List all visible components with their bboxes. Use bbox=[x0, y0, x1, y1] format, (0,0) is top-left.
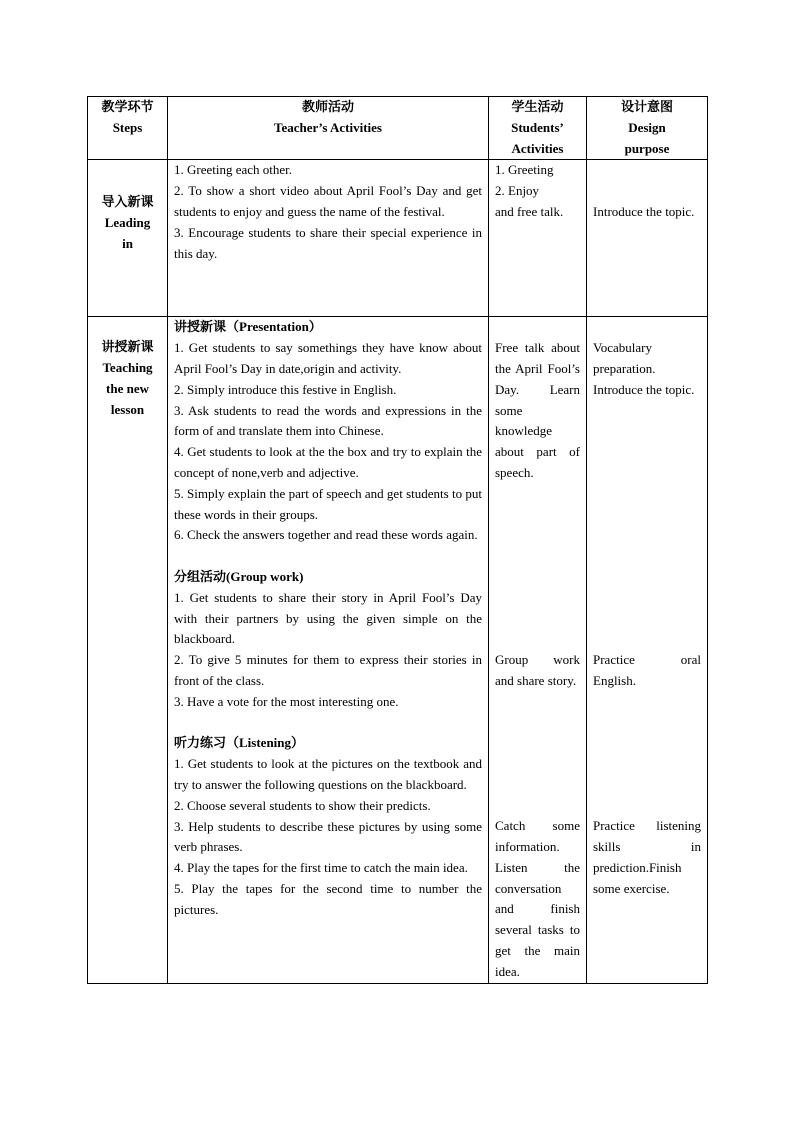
students-text: Catch some information. Listen the conversation and finish several tasks to get the main idea. bbox=[495, 818, 580, 979]
table-row-leading-in bbox=[88, 160, 708, 317]
students-text: Group work and share story. bbox=[495, 652, 580, 688]
students-block bbox=[495, 338, 580, 650]
header-teacher-en: Teacher’s Activities bbox=[274, 119, 382, 135]
step-en: in bbox=[122, 235, 133, 251]
list-item: 3. Encourage students to share their special experience in this day. bbox=[174, 224, 482, 261]
header-design-en2: purpose bbox=[624, 140, 670, 156]
header-teacher-zh: 教师活动 bbox=[301, 99, 354, 114]
header-design-zh: 设计意图 bbox=[620, 99, 673, 114]
section-title: 讲授新课（Presentation） bbox=[174, 319, 322, 335]
header-design bbox=[587, 97, 708, 160]
list-item: 2. To give 5 minutes for them to express their stories in front of the class. bbox=[174, 652, 482, 688]
table-row-teaching bbox=[88, 317, 708, 983]
design-text: Practice listening skills in prediction.Finish some exercise. bbox=[593, 818, 701, 896]
header-steps bbox=[88, 97, 168, 160]
list-item: and free talk. bbox=[495, 203, 564, 219]
list-item: 1. Get students to say somethings they have know about April Fool’s Day in date,origin and activity. bbox=[174, 340, 482, 376]
header-students-en2: Activities bbox=[511, 140, 564, 156]
list-item: 4. Play the tapes for the first time to catch the main idea. bbox=[174, 860, 468, 876]
header-design-en1: Design bbox=[628, 119, 666, 135]
header-row bbox=[88, 97, 708, 160]
design-text: Vocabulary preparation. bbox=[593, 340, 656, 376]
header-students bbox=[489, 97, 587, 160]
teacher-activities-cell bbox=[168, 160, 489, 317]
step-en: lesson bbox=[110, 401, 145, 417]
design-purpose-cell bbox=[587, 160, 708, 317]
student-activities-cell bbox=[489, 317, 587, 983]
list-item: 3. Have a vote for the most interesting one. bbox=[174, 693, 399, 709]
list-item: 1. Get students to look at the pictures on the textbook and try to answer the following questions on the blackboard. bbox=[174, 756, 482, 792]
step-cell-leading-in bbox=[88, 160, 168, 317]
design-text: Practice oral English. bbox=[593, 652, 701, 688]
design-block bbox=[593, 650, 701, 816]
step-cell-teaching bbox=[88, 317, 168, 983]
design-text: Introduce the topic. bbox=[593, 203, 695, 219]
section-title: 分组活动(Group work) bbox=[174, 568, 304, 584]
step-zh: 导入新课 bbox=[101, 194, 154, 210]
step-en: Leading bbox=[104, 215, 151, 231]
header-teacher bbox=[168, 97, 489, 160]
step-en: the new bbox=[106, 380, 149, 396]
list-item: 2. Choose several students to show their predicts. bbox=[174, 797, 431, 813]
step-en: Teaching bbox=[102, 360, 153, 376]
step-zh: 讲授新课 bbox=[101, 339, 154, 355]
section-title: 听力练习（Listening） bbox=[174, 735, 305, 751]
list-item: 3. Help students to describe these pictures by using some verb phrases. bbox=[174, 818, 482, 855]
list-item: 2. Simply introduce this festive in English. bbox=[174, 381, 397, 397]
header-students-zh: 学生活动 bbox=[511, 99, 564, 114]
list-item: 2. To show a short video about April Fool’s Day and get students to enjoy and guess the name of the festival. bbox=[174, 183, 482, 219]
list-item: 1. Get students to share their story in April Fool’s Day with their partners by using the given simple on the blackboard. bbox=[174, 589, 482, 647]
list-item: 1. Greeting bbox=[495, 162, 554, 178]
students-block bbox=[495, 650, 580, 816]
header-steps-zh: 教学环节 bbox=[101, 99, 154, 114]
design-text: Introduce the topic. bbox=[593, 381, 695, 397]
design-purpose-cell bbox=[587, 317, 708, 983]
students-text: Free talk about the April Fool’s Day. Learn some knowledge about part of speech. bbox=[495, 340, 580, 480]
design-block bbox=[593, 338, 701, 650]
header-steps-en: Steps bbox=[112, 119, 143, 135]
list-item: 1. Greeting each other. bbox=[174, 162, 293, 178]
list-item: 4. Get students to look at the the box and try to explain the concept of none,verb and adjective. bbox=[174, 444, 482, 480]
teacher-activities-cell bbox=[168, 317, 489, 983]
list-item: 2. Enjoy bbox=[495, 183, 540, 199]
list-item: 5. Simply explain the part of speech and get students to put these words in their groups. bbox=[174, 485, 482, 522]
student-activities-cell bbox=[489, 160, 587, 317]
list-item: 6. Check the answers together and read these words again. bbox=[174, 527, 478, 543]
list-item: 5. Play the tapes for the second time to number the pictures. bbox=[174, 880, 482, 917]
lesson-plan-table bbox=[87, 96, 708, 984]
list-item: 3. Ask students to read the words and expressions in the form of and translate them into Chinese. bbox=[174, 402, 482, 439]
header-students-en1: Students’ bbox=[511, 119, 564, 135]
